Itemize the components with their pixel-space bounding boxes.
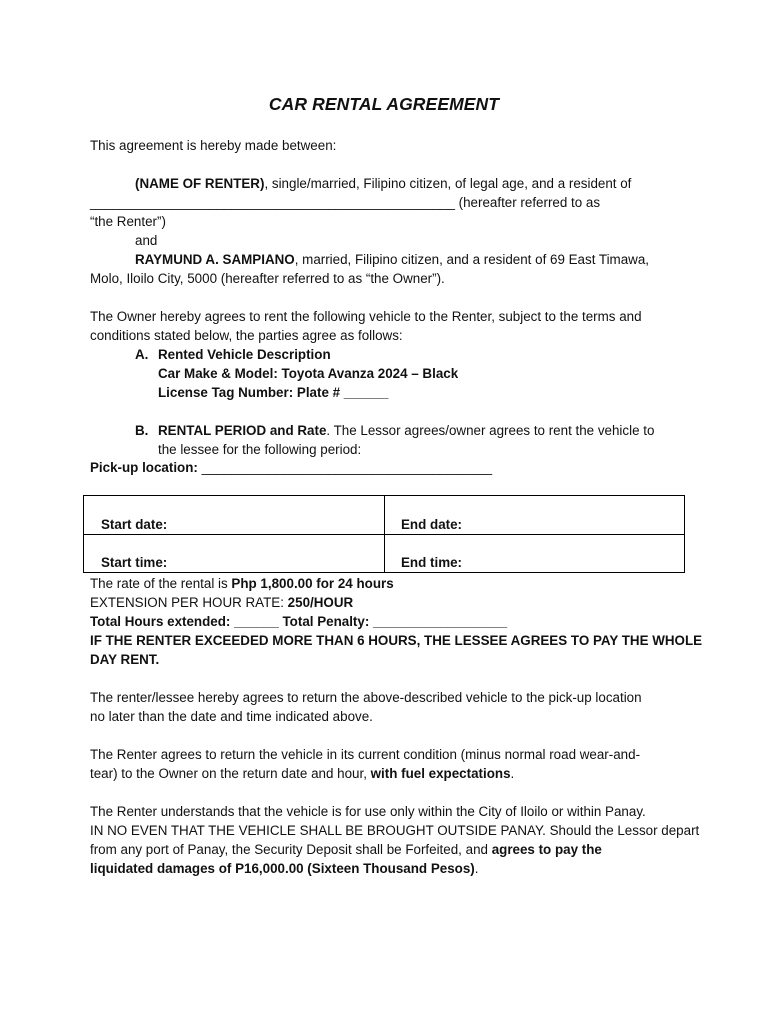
- end-date-label: End date:: [401, 517, 463, 532]
- condition-clause-line-1: The Renter agrees to return the vehicle in its current condition (minus normal road wear-and-: [90, 747, 641, 762]
- rental-rate-value: Php 1,800.00 for 24 hours: [231, 576, 394, 591]
- section-b-marker: B.: [135, 423, 149, 438]
- return-clause-line-1: The renter/lessee hereby agrees to return the above-described vehicle to the pick-up location: [90, 690, 642, 705]
- pickup-location-blank: _______________________________________: [197, 460, 493, 475]
- and-text: and: [135, 233, 158, 248]
- start-time-label: Start time:: [101, 555, 168, 570]
- renter-name-label: (NAME OF RENTER): [135, 176, 265, 191]
- usage-clause-line-1: The Renter understands that the vehicle is for use only within the City of Iloilo or within Panay.: [90, 804, 646, 819]
- usage-clause-suffix: .: [474, 861, 479, 876]
- extension-rate-line: [90, 593, 353, 612]
- owner-line-2: Molo, Iloilo City, 5000 (hereafter referred to as “the Owner”).: [90, 271, 445, 286]
- section-b-line-1-rest: . The Lessor agrees/owner agrees to rent the vehicle to: [326, 423, 655, 438]
- owner-line-1: [135, 250, 649, 269]
- rental-rate-prefix: The rate of the rental is: [90, 576, 232, 591]
- warning-line-1: IF THE RENTER EXCEEDED MORE THAN 6 HOURS, THE LESSEE AGREES TO PAY THE WHOLE: [90, 633, 703, 648]
- intro-text: This agreement is hereby made between:: [90, 138, 337, 153]
- extension-rate-value: 250/HOUR: [287, 595, 354, 610]
- fuel-expectations-text: with fuel expectations: [370, 766, 511, 781]
- usage-clause-bold-a: agrees to pay the: [491, 842, 602, 857]
- pickup-location-line: [90, 458, 492, 477]
- table-row-divider: [84, 534, 684, 535]
- document-title: CAR RENTAL AGREEMENT: [268, 94, 500, 114]
- usage-clause-line-4: [90, 859, 478, 878]
- terms-intro-line-1: The Owner hereby agrees to rent the following vehicle to the Renter, subject to the terms and: [90, 309, 642, 324]
- condition-clause-line-2: [90, 764, 514, 783]
- renter-line-1-rest: , single/married, Filipino citizen, of legal age, and a resident of: [264, 176, 632, 191]
- section-b-line-2: the lessee for the following period:: [158, 442, 362, 457]
- condition-clause-suffix: .: [510, 766, 515, 781]
- rental-rate-line: [90, 574, 394, 593]
- renter-line-3: “the Renter”): [90, 214, 166, 229]
- warning-line-2: DAY RENT.: [90, 652, 160, 667]
- liquidated-damages-text: liquidated damages of P16,000.00 (Sixteen Thousand Pesos): [90, 861, 475, 876]
- end-time-label: End time:: [401, 555, 463, 570]
- section-a-marker: A.: [135, 347, 149, 362]
- renter-line-1: [135, 174, 631, 193]
- section-b-heading: RENTAL PERIOD and Rate: [158, 423, 327, 438]
- condition-clause-prefix: tear) to the Owner on the return date and hour,: [90, 766, 371, 781]
- section-a-heading: Rented Vehicle Description: [158, 347, 331, 362]
- renter-line-2: _________________________________________________ (hereafter referred to as: [90, 195, 601, 210]
- usage-clause-line-2: IN NO EVEN THAT THE VEHICLE SHALL BE BROUGHT OUTSIDE PANAY. Should the Lessor depart: [90, 823, 700, 838]
- terms-intro-line-2: conditions stated below, the parties agree as follows:: [90, 328, 403, 343]
- usage-clause-line-3: [90, 840, 602, 859]
- start-date-label: Start date:: [101, 517, 168, 532]
- owner-name: RAYMUND A. SAMPIANO: [135, 252, 295, 267]
- usage-clause-prefix: from any port of Panay, the Security Deposit shall be Forfeited, and: [90, 842, 492, 857]
- vehicle-make-model: Car Make & Model: Toyota Avanza 2024 – Black: [158, 366, 459, 381]
- pickup-location-label: Pick-up location:: [90, 460, 198, 475]
- schedule-table: [83, 495, 685, 573]
- extension-rate-prefix: EXTENSION PER HOUR RATE:: [90, 595, 288, 610]
- license-tag-number: License Tag Number: Plate # ______: [158, 385, 389, 400]
- totals-line: Total Hours extended: ______ Total Penalty: __________________: [90, 614, 508, 629]
- section-b-line-1: [158, 421, 654, 440]
- return-clause-line-2: no later than the date and time indicated above.: [90, 709, 373, 724]
- owner-line-1-rest: , married, Filipino citizen, and a resident of 69 East Timawa,: [294, 252, 649, 267]
